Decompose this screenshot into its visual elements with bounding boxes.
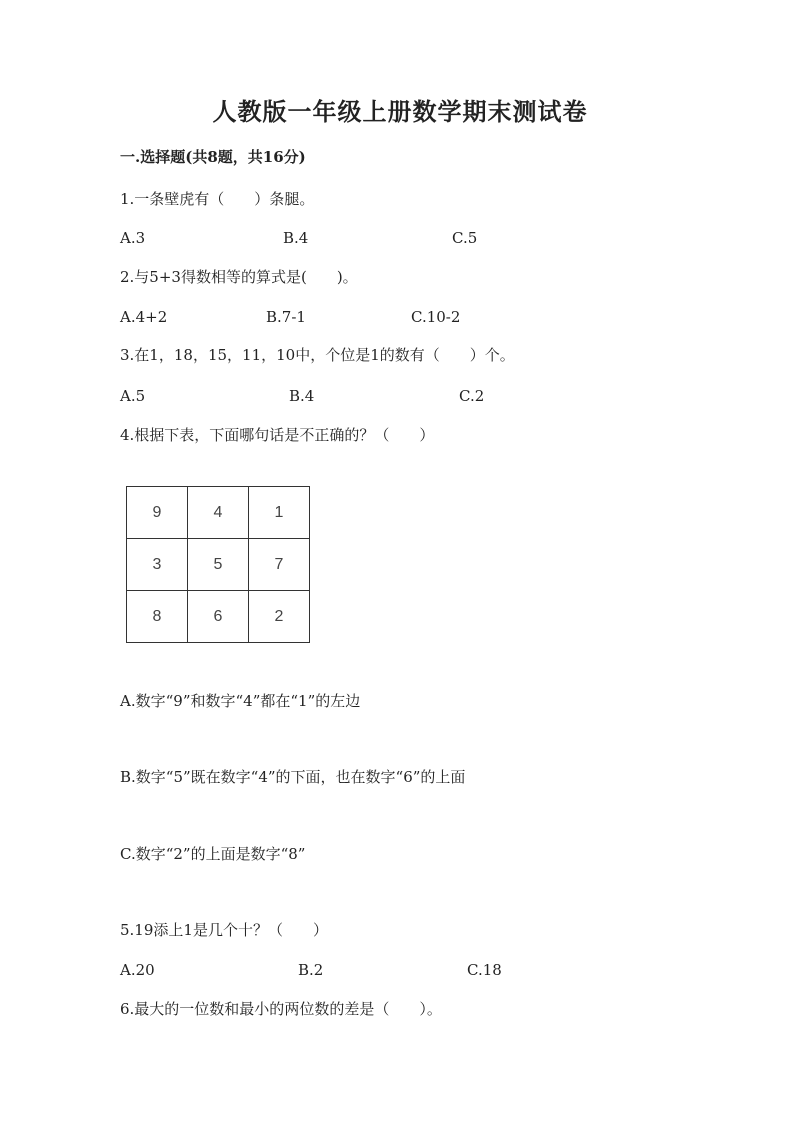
- question-2-option-c: C.10-2: [411, 308, 461, 326]
- question-1-option-b: B.4: [283, 229, 309, 247]
- grid-cell: 7: [249, 539, 310, 591]
- question-5-option-a: A.20: [120, 961, 155, 979]
- question-5-text: 5.19添上1是几个十？（ ）: [120, 921, 328, 939]
- grid-cell: 2: [249, 591, 310, 643]
- grid-cell: 6: [188, 591, 249, 643]
- grid-cell: 9: [127, 487, 188, 539]
- grid-row: [127, 591, 310, 643]
- question-2-option-b: B.7-1: [266, 308, 306, 326]
- question-5-option-b: B.2: [298, 961, 324, 979]
- question-2-option-a: A.4+2: [120, 308, 168, 326]
- question-3-option-a: A.5: [120, 387, 146, 405]
- grid-cell: 8: [127, 591, 188, 643]
- page-title: 人教版一年级上册数学期末测试卷: [212, 97, 588, 126]
- grid-row: [127, 539, 310, 591]
- grid-cell: 3: [127, 539, 188, 591]
- question-5-option-c: C.18: [467, 961, 502, 979]
- section-heading: 一.选择题(共8题，共16分): [120, 148, 306, 166]
- grid-cell: 5: [188, 539, 249, 591]
- question-4-option-b: B.数字“5”既在数字“4”的下面，也在数字“6”的上面: [120, 768, 466, 786]
- question-3-option-c: C.2: [459, 387, 485, 405]
- grid-cell: 1: [249, 487, 310, 539]
- question-1-option-a: A.3: [120, 229, 146, 247]
- question-4-option-a: A.数字“9”和数字“4”都在“1”的左边: [120, 692, 361, 710]
- question-4-option-c: C.数字“2”的上面是数字“8”: [120, 845, 306, 863]
- question-6-text: 6.最大的一位数和最小的两位数的差是（ ）。: [120, 1000, 442, 1018]
- question-2-text: 2.与5+3得数相等的算式是( )。: [120, 268, 358, 286]
- question-3-text: 3.在1，18，15，11，10中，个位是1的数有（ ）个。: [120, 346, 515, 364]
- number-grid: [126, 486, 310, 643]
- question-1-option-c: C.5: [452, 229, 478, 247]
- grid-row: [127, 487, 310, 539]
- question-4-text: 4.根据下表，下面哪句话是不正确的？（ ）: [120, 426, 435, 444]
- grid-cell: 4: [188, 487, 249, 539]
- question-3-option-b: B.4: [289, 387, 315, 405]
- question-1-text: 1.一条壁虎有（ ）条腿。: [120, 190, 315, 208]
